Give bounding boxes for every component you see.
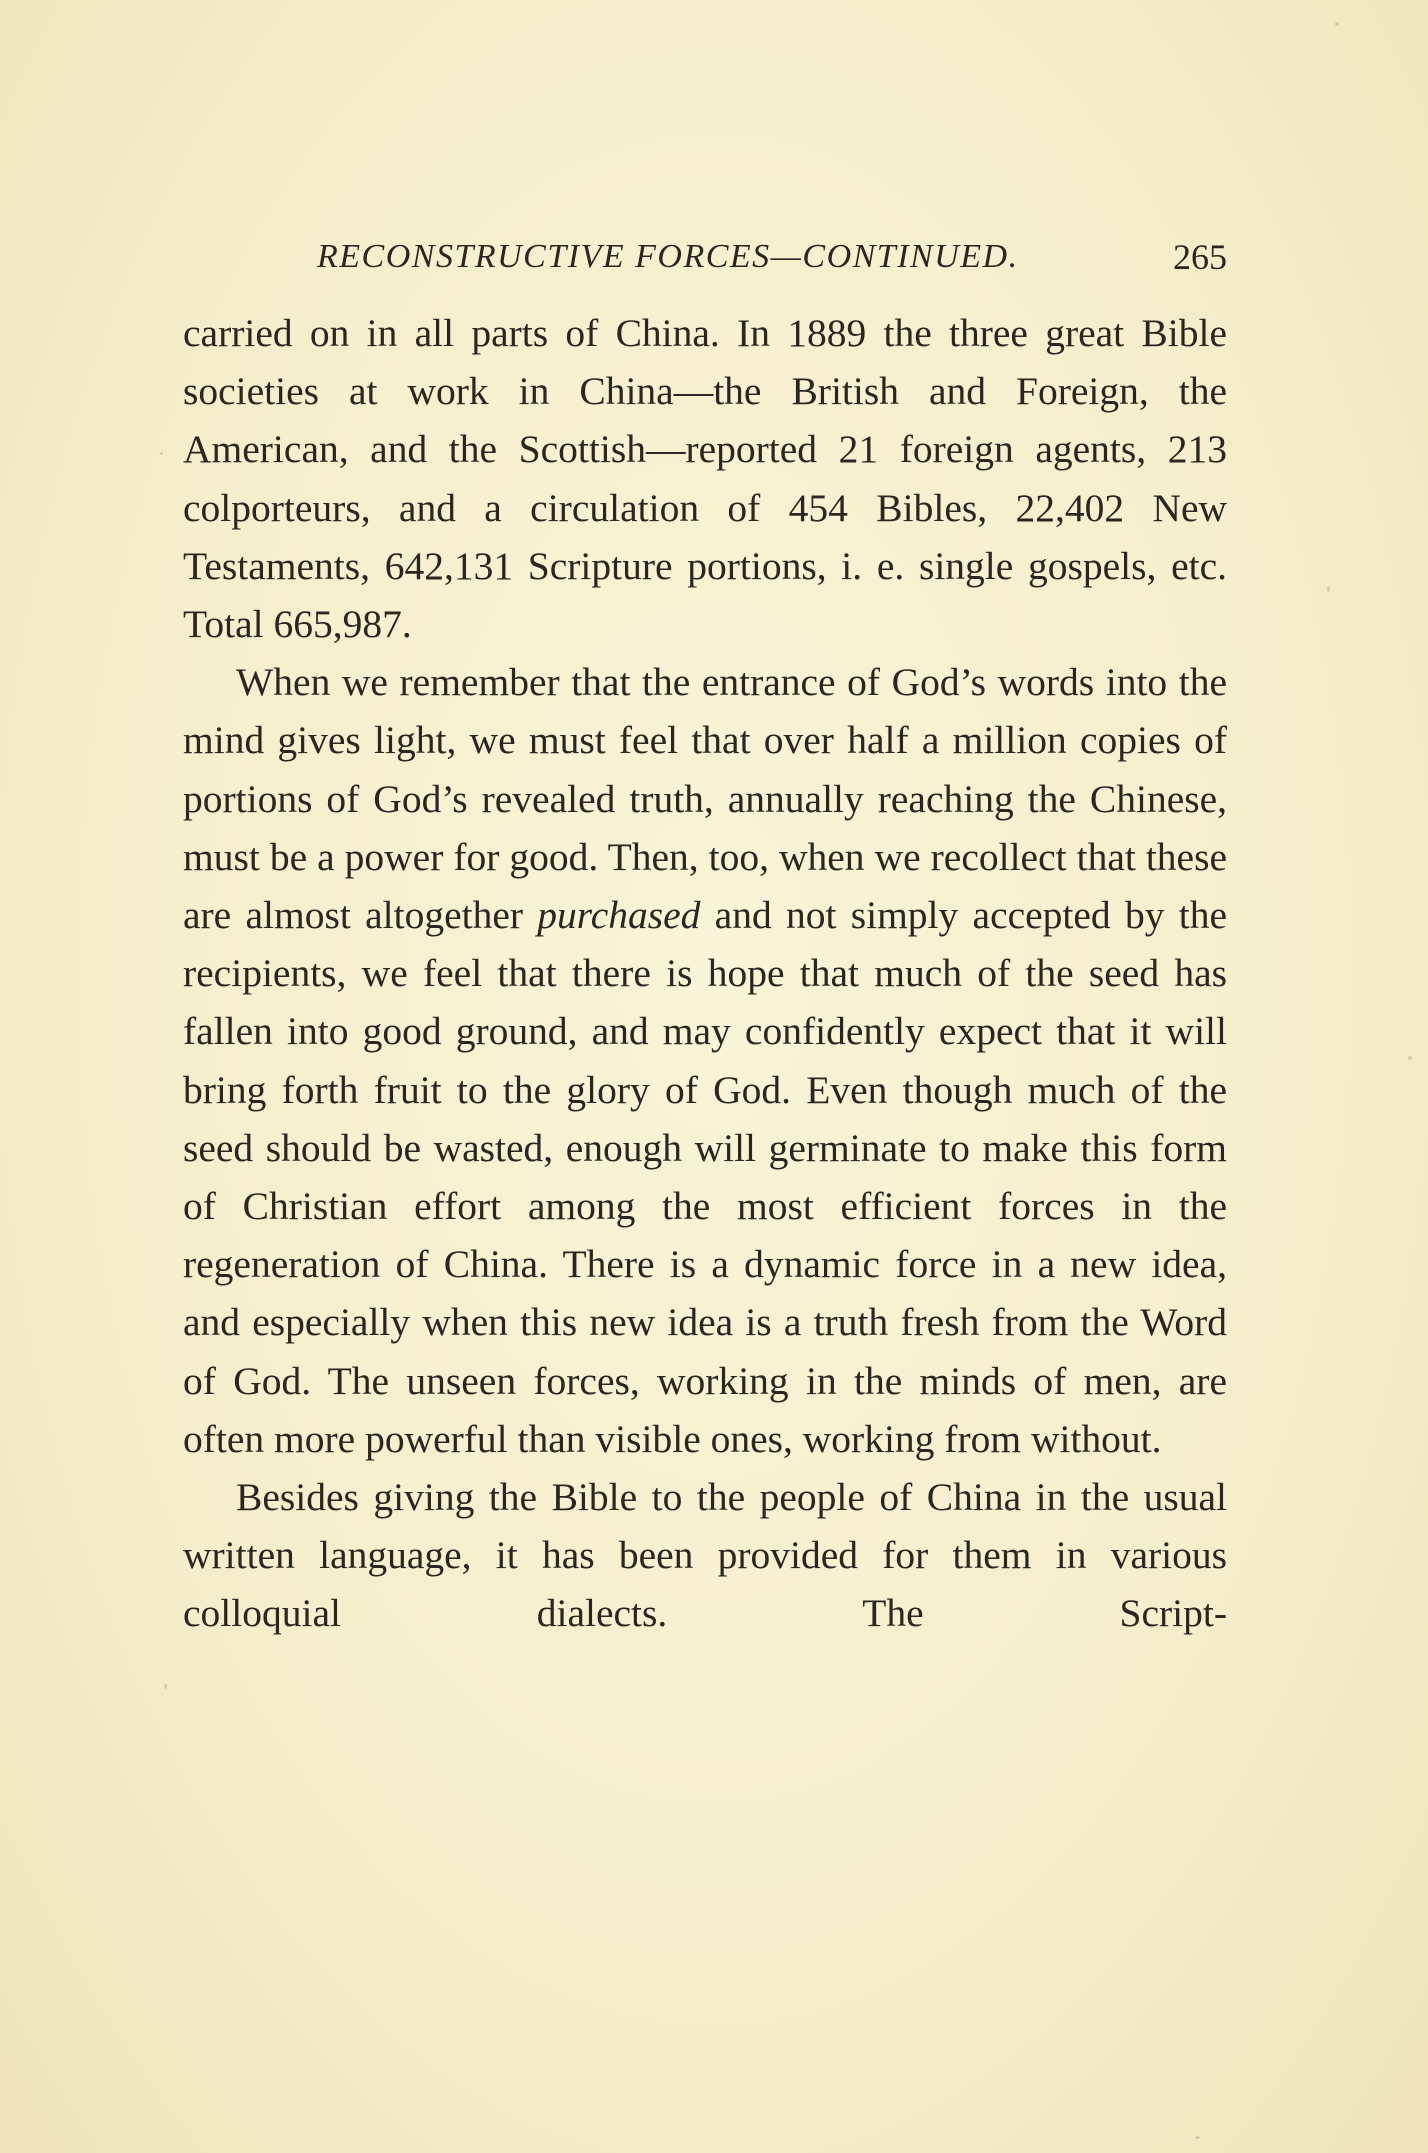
paragraph-text: and not simply accepted by the recipients, we feel that there is hope that much of the seed has fallen into good ground, and may confidently expect that it will bring forth fruit to the glory of God. Even though much of the seed should be wasted, enough will germinate to make this form of Christian effort among the most efficient forces in the regeneration of China. There is a dynamic force in a new idea, and especially when this new idea is a truth fresh from the Word of God. The unseen forces, working in the minds of men, are often more powerful than visible ones, working from without. <box>183 893 1227 1461</box>
paragraph-1 <box>183 304 1227 653</box>
paper-speck <box>1195 2136 1200 2139</box>
paragraph-text: When we remember that the entrance of God’s words into the mind gives light, we must feel that over half a million copies of portions of God’s revealed truth, annually reaching the Chinese, must be a power for good. Then, too, when we recollect that these are almost altogether <box>183 660 1227 938</box>
paper-speck <box>1408 1056 1412 1060</box>
paper-speck <box>164 1684 167 1689</box>
italic-emphasis: purchased <box>537 893 701 938</box>
paragraph-text: Besides giving the Bible to the people of China in the usual written language, it has been provided for them in various colloquial dialects. The Script- <box>183 1475 1227 1636</box>
running-title: RECONSTRUCTIVE FORCES—CONTINUED. <box>317 238 1019 275</box>
paragraph-2 <box>183 653 1227 1468</box>
body-text <box>183 304 1227 1643</box>
paper-speck <box>160 452 163 455</box>
running-head <box>183 232 1227 282</box>
paper-speck <box>1327 586 1330 592</box>
paper-speck <box>1335 22 1339 26</box>
paragraph-3 <box>183 1468 1227 1643</box>
page-number: 265 <box>1173 237 1227 277</box>
paragraph-text: carried on in all parts of China. In 1889 the three great Bible societies at work in China—the British and Foreign, the American, and the Scottish—reported 21 foreign agents, 213 colporteurs, and a circulation of 454 Bibles, 22,402 New Testaments, 642,131 Scripture portions, i. e. single gospels, etc. Total 665,987. <box>183 311 1227 647</box>
